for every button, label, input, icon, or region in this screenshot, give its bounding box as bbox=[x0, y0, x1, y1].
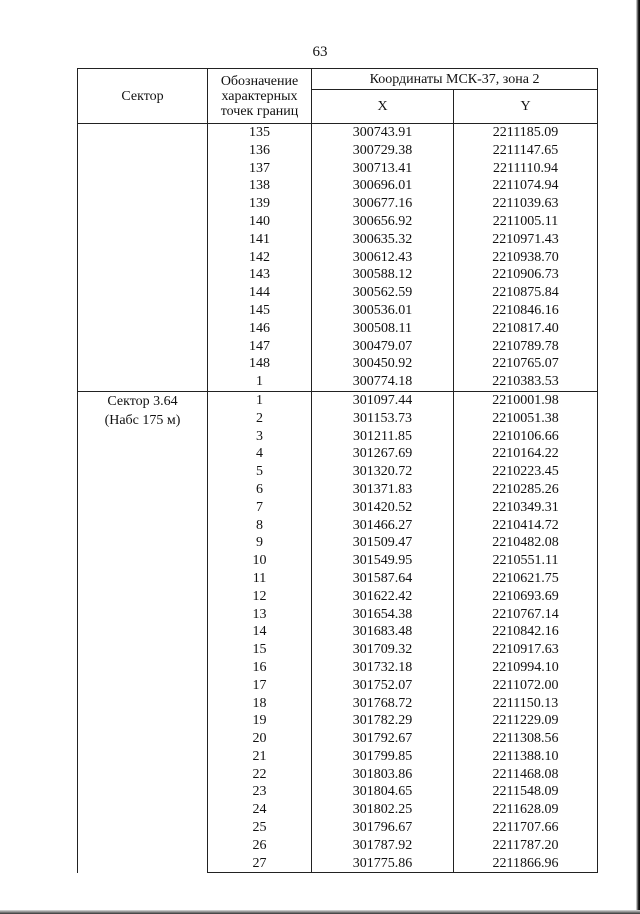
y-coordinate-cell: 2210349.31 bbox=[454, 499, 598, 517]
x-coordinate-cell: 301787.92 bbox=[312, 837, 454, 855]
point-number-cell: 4 bbox=[208, 445, 312, 463]
point-number-cell: 7 bbox=[208, 499, 312, 517]
x-coordinate-cell: 301320.72 bbox=[312, 463, 454, 481]
sector-label: (Набс 175 м) bbox=[104, 412, 181, 428]
point-number-cell: 15 bbox=[208, 641, 312, 659]
point-number-cell: 3 bbox=[208, 428, 312, 446]
y-coordinate-cell: 2211548.09 bbox=[454, 783, 598, 801]
y-coordinate-cell: 2210971.43 bbox=[454, 231, 598, 249]
y-coordinate-cell: 2211074.94 bbox=[454, 177, 598, 195]
x-coordinate-cell: 300774.18 bbox=[312, 373, 454, 391]
point-number-cell: 19 bbox=[208, 712, 312, 730]
x-coordinate-cell: 301752.07 bbox=[312, 677, 454, 695]
point-number-cell: 147 bbox=[208, 338, 312, 356]
y-coordinate-cell: 2210621.75 bbox=[454, 570, 598, 588]
y-coordinate-cell: 2211308.56 bbox=[454, 730, 598, 748]
header-x: X bbox=[312, 90, 454, 124]
header-mark-line: Обозначение bbox=[220, 73, 299, 89]
x-coordinate-cell: 300588.12 bbox=[312, 266, 454, 284]
x-coordinate-cell: 301799.85 bbox=[312, 748, 454, 766]
y-coordinate-cell: 2211468.08 bbox=[454, 766, 598, 784]
x-coordinate-cell: 301466.27 bbox=[312, 517, 454, 535]
x-coordinate-cell: 301803.86 bbox=[312, 766, 454, 784]
point-number-cell: 23 bbox=[208, 783, 312, 801]
point-number-cell: 2 bbox=[208, 410, 312, 428]
point-number-cell: 14 bbox=[208, 623, 312, 641]
sector-cell bbox=[78, 124, 208, 392]
x-coordinate-cell: 300536.01 bbox=[312, 302, 454, 320]
y-coordinate-cell: 2211072.00 bbox=[454, 677, 598, 695]
y-coordinate-cell: 2211707.66 bbox=[454, 819, 598, 837]
y-coordinate-cell: 2211229.09 bbox=[454, 712, 598, 730]
x-coordinate-cell: 301549.95 bbox=[312, 552, 454, 570]
y-coordinate-cell: 2211147.65 bbox=[454, 142, 598, 160]
x-coordinate-cell: 300635.32 bbox=[312, 231, 454, 249]
point-number-cell: 140 bbox=[208, 213, 312, 231]
x-coordinate-cell: 301709.32 bbox=[312, 641, 454, 659]
point-number-cell: 18 bbox=[208, 695, 312, 713]
point-number-cell: 143 bbox=[208, 266, 312, 284]
point-number-cell: 17 bbox=[208, 677, 312, 695]
y-coordinate-cell: 2210789.78 bbox=[454, 338, 598, 356]
x-coordinate-cell: 301622.42 bbox=[312, 588, 454, 606]
point-number-cell: 144 bbox=[208, 284, 312, 302]
x-coordinate-cell: 300713.41 bbox=[312, 160, 454, 178]
point-number-cell: 6 bbox=[208, 481, 312, 499]
header-coordinates: Координаты МСК-37, зона 2 bbox=[312, 69, 598, 90]
point-number-cell: 13 bbox=[208, 606, 312, 624]
y-coordinate-cell: 2210938.70 bbox=[454, 249, 598, 267]
y-coordinate-cell: 2210917.63 bbox=[454, 641, 598, 659]
x-coordinate-cell: 301782.29 bbox=[312, 712, 454, 730]
x-coordinate-cell: 300743.91 bbox=[312, 124, 454, 142]
point-number-cell: 136 bbox=[208, 142, 312, 160]
x-coordinate-cell: 301420.52 bbox=[312, 499, 454, 517]
y-coordinate-cell: 2210482.08 bbox=[454, 534, 598, 552]
y-coordinate-cell: 2210875.84 bbox=[454, 284, 598, 302]
y-coordinate-cell: 2211110.94 bbox=[454, 160, 598, 178]
x-coordinate-cell: 301267.69 bbox=[312, 445, 454, 463]
point-number-cell: 9 bbox=[208, 534, 312, 552]
table-header bbox=[78, 69, 598, 124]
x-coordinate-cell: 301775.86 bbox=[312, 855, 454, 873]
y-coordinate-cell: 2210551.11 bbox=[454, 552, 598, 570]
x-coordinate-cell: 300656.92 bbox=[312, 213, 454, 231]
header-mark-line: характерных bbox=[221, 88, 298, 104]
x-coordinate-cell: 301768.72 bbox=[312, 695, 454, 713]
page-number: 63 bbox=[312, 44, 328, 60]
point-number-cell: 142 bbox=[208, 249, 312, 267]
x-coordinate-cell: 301802.25 bbox=[312, 801, 454, 819]
y-coordinate-cell: 2211005.11 bbox=[454, 213, 598, 231]
point-number-cell: 141 bbox=[208, 231, 312, 249]
y-coordinate-cell: 2210414.72 bbox=[454, 517, 598, 535]
x-coordinate-cell: 301683.48 bbox=[312, 623, 454, 641]
x-coordinate-cell: 300562.59 bbox=[312, 284, 454, 302]
y-coordinate-cell: 2210164.22 bbox=[454, 445, 598, 463]
scan-edge-right bbox=[636, 0, 640, 914]
point-number-cell: 25 bbox=[208, 819, 312, 837]
x-coordinate-cell: 301732.18 bbox=[312, 659, 454, 677]
y-coordinate-cell: 2210994.10 bbox=[454, 659, 598, 677]
y-coordinate-cell: 2211866.96 bbox=[454, 855, 598, 873]
point-number-cell: 138 bbox=[208, 177, 312, 195]
x-coordinate-cell: 301654.38 bbox=[312, 606, 454, 624]
coordinates-table bbox=[77, 68, 598, 873]
y-coordinate-cell: 2210285.26 bbox=[454, 481, 598, 499]
sector-label: Сектор 3.64 bbox=[107, 393, 178, 409]
point-number-cell: 1 bbox=[208, 373, 312, 391]
point-number-cell: 16 bbox=[208, 659, 312, 677]
x-coordinate-cell: 301792.67 bbox=[312, 730, 454, 748]
y-coordinate-cell: 2211388.10 bbox=[454, 748, 598, 766]
point-number-cell: 148 bbox=[208, 355, 312, 373]
y-coordinate-cell: 2211787.20 bbox=[454, 837, 598, 855]
point-number-cell: 135 bbox=[208, 124, 312, 142]
point-number-cell: 10 bbox=[208, 552, 312, 570]
x-coordinate-cell: 301371.83 bbox=[312, 481, 454, 499]
point-number-cell: 139 bbox=[208, 195, 312, 213]
x-coordinate-cell: 300696.01 bbox=[312, 177, 454, 195]
x-coordinate-cell: 300450.92 bbox=[312, 355, 454, 373]
point-number-cell: 11 bbox=[208, 570, 312, 588]
y-coordinate-cell: 2210906.73 bbox=[454, 266, 598, 284]
x-coordinate-cell: 301097.44 bbox=[312, 391, 454, 409]
scan-edge-bottom bbox=[0, 910, 640, 914]
sector-cell bbox=[78, 391, 208, 873]
point-number-cell: 146 bbox=[208, 320, 312, 338]
header-mark-line: точек границ bbox=[220, 103, 299, 119]
header-mark bbox=[208, 69, 312, 124]
table-row bbox=[78, 124, 598, 142]
point-number-cell: 24 bbox=[208, 801, 312, 819]
point-number-cell: 8 bbox=[208, 517, 312, 535]
y-coordinate-cell: 2210106.66 bbox=[454, 428, 598, 446]
x-coordinate-cell: 301587.64 bbox=[312, 570, 454, 588]
point-number-cell: 26 bbox=[208, 837, 312, 855]
x-coordinate-cell: 301153.73 bbox=[312, 410, 454, 428]
point-number-cell: 20 bbox=[208, 730, 312, 748]
header-sector: Сектор bbox=[78, 69, 208, 124]
table-body bbox=[78, 124, 598, 873]
y-coordinate-cell: 2211628.09 bbox=[454, 801, 598, 819]
x-coordinate-cell: 300479.07 bbox=[312, 338, 454, 356]
x-coordinate-cell: 300729.38 bbox=[312, 142, 454, 160]
point-number-cell: 1 bbox=[208, 391, 312, 409]
point-number-cell: 12 bbox=[208, 588, 312, 606]
y-coordinate-cell: 2211039.63 bbox=[454, 195, 598, 213]
y-coordinate-cell: 2210817.40 bbox=[454, 320, 598, 338]
x-coordinate-cell: 301509.47 bbox=[312, 534, 454, 552]
x-coordinate-cell: 301796.67 bbox=[312, 819, 454, 837]
table-row bbox=[78, 391, 598, 409]
point-number-cell: 27 bbox=[208, 855, 312, 873]
point-number-cell: 21 bbox=[208, 748, 312, 766]
y-coordinate-cell: 2210383.53 bbox=[454, 373, 598, 391]
y-coordinate-cell: 2211185.09 bbox=[454, 124, 598, 142]
y-coordinate-cell: 2210001.98 bbox=[454, 391, 598, 409]
y-coordinate-cell: 2210765.07 bbox=[454, 355, 598, 373]
y-coordinate-cell: 2210223.45 bbox=[454, 463, 598, 481]
point-number-cell: 137 bbox=[208, 160, 312, 178]
y-coordinate-cell: 2210842.16 bbox=[454, 623, 598, 641]
y-coordinate-cell: 2210051.38 bbox=[454, 410, 598, 428]
x-coordinate-cell: 300677.16 bbox=[312, 195, 454, 213]
x-coordinate-cell: 300508.11 bbox=[312, 320, 454, 338]
x-coordinate-cell: 301211.85 bbox=[312, 428, 454, 446]
y-coordinate-cell: 2210846.16 bbox=[454, 302, 598, 320]
x-coordinate-cell: 300612.43 bbox=[312, 249, 454, 267]
y-coordinate-cell: 2210767.14 bbox=[454, 606, 598, 624]
point-number-cell: 145 bbox=[208, 302, 312, 320]
y-coordinate-cell: 2211150.13 bbox=[454, 695, 598, 713]
point-number-cell: 22 bbox=[208, 766, 312, 784]
x-coordinate-cell: 301804.65 bbox=[312, 783, 454, 801]
y-coordinate-cell: 2210693.69 bbox=[454, 588, 598, 606]
point-number-cell: 5 bbox=[208, 463, 312, 481]
header-y: Y bbox=[454, 90, 598, 124]
